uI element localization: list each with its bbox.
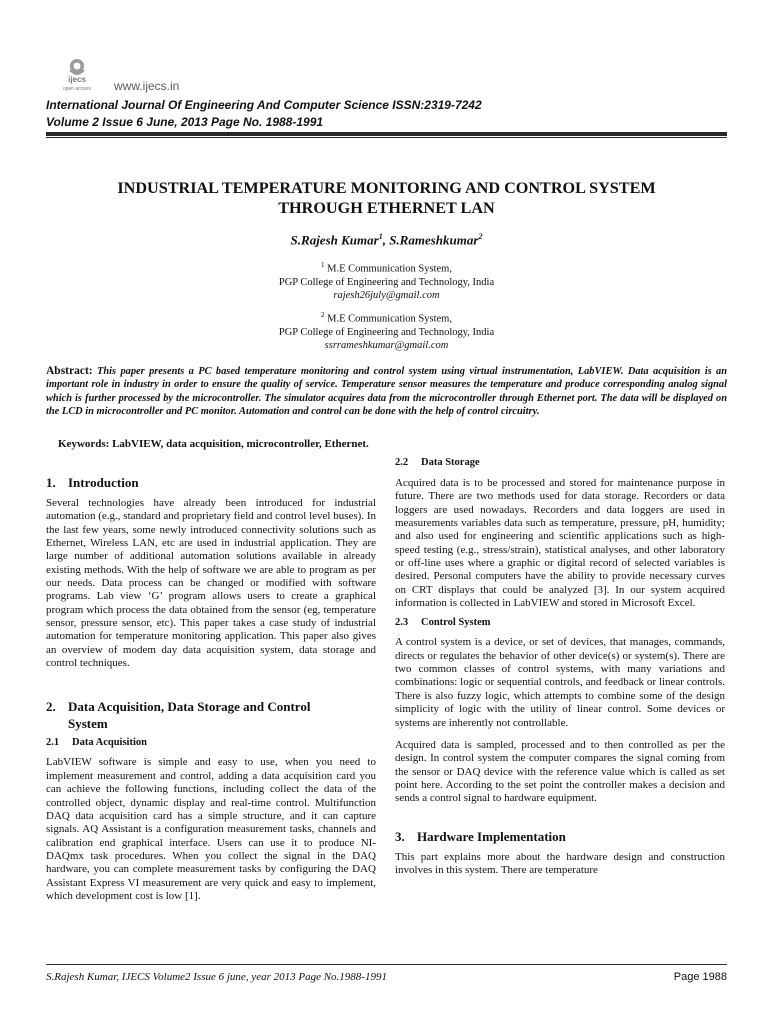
keywords: Keywords: LabVIEW, data acquisition, microcontroller, Ethernet. xyxy=(58,438,369,450)
paper-title xyxy=(46,178,727,218)
author-separator: , xyxy=(382,232,390,248)
left-column xyxy=(46,456,376,903)
page-number: Page 1988 xyxy=(673,971,727,983)
journal-url[interactable]: www.ijecs.in xyxy=(114,79,180,93)
abstract-label: Abstract: xyxy=(46,365,93,377)
affiliation-email[interactable]: ssrrameshkumar@gmail.com xyxy=(324,339,449,351)
right-column xyxy=(395,456,725,877)
affiliation-mark: 1 xyxy=(321,261,325,269)
section-title-line-2: System xyxy=(68,716,108,732)
affiliation-college: PGP College of Engineering and Technology, India xyxy=(278,276,495,288)
subsection-title: Control System xyxy=(421,617,491,629)
title-line-1: INDUSTRIAL TEMPERATURE MONITORING AND CONTROL SYSTEM xyxy=(117,179,656,197)
subsection-heading-data-storage xyxy=(395,456,725,470)
footer-citation: S.Rajesh Kumar, IJECS Volume2 Issue 6 june, year 2013 Page No.1988-1991 xyxy=(46,971,387,983)
abstract xyxy=(46,365,727,419)
journal-name: International Journal Of Engineering And Computer Science ISSN:2319-7242 xyxy=(46,98,482,112)
author-1-mark: 1 xyxy=(378,232,383,241)
affiliation-dept: M.E Communication System, xyxy=(327,313,452,325)
author-2-mark: 2 xyxy=(478,232,483,241)
affiliation-2 xyxy=(46,309,727,352)
abstract-text: This paper presents a PC based temperature monitoring and control system using virtual instrumentation, LabVIEW. Data acquisition is an important role in industry in order to ensure the quality of service. Temperature sensor measures the temperature and produce corresponding analog signal which is further processed by the microcontroller. The simulator acquires data from the microcontroller through Ethernet port. The data will be displayed on the LCD in microcontroller and PC monitor. Automation and control can be done with the help of control circuitry. xyxy=(46,366,727,418)
subsection-number: 2.1 xyxy=(46,737,60,749)
author-1: S.Rajesh Kumar xyxy=(290,232,379,248)
control-system-body-2: Acquired data is sampled, processed and to then controlled as per the design. In control system the computer compares the signal coming from the sensor or DAQ device with the reference value which is called as set point here. According to the set point the controller makes a decision and sends a control signal to hardware equipment. xyxy=(395,738,725,805)
section-heading-data-acquisition xyxy=(46,698,376,732)
affiliation-dept: M.E Communication System, xyxy=(327,263,452,275)
section-number: 3. xyxy=(395,828,405,844)
affiliation-college: PGP College of Engineering and Technology, India xyxy=(278,326,495,338)
author-2: S.Rameshkumar xyxy=(389,232,479,248)
affiliation-mark: 2 xyxy=(321,311,325,319)
section-heading-hardware xyxy=(395,828,725,845)
section-title: Introduction xyxy=(68,475,139,490)
affiliation-1 xyxy=(46,259,727,302)
logo-subtext: open access xyxy=(62,86,92,92)
header-rule-thin xyxy=(46,137,727,138)
section-title: Hardware Implementation xyxy=(417,828,566,844)
section-number: 1. xyxy=(46,475,56,490)
header-rule-thick xyxy=(46,132,727,136)
subsection-number: 2.2 xyxy=(395,457,409,468)
section-heading-introduction xyxy=(46,474,376,491)
footer-rule xyxy=(46,964,727,965)
hardware-body: This part explains more about the hardware design and construction involves in this system. There are temperature xyxy=(395,850,725,876)
subsection-heading-control-system xyxy=(395,616,725,630)
ijecs-logo-icon xyxy=(52,48,102,96)
subsection-title: Data Storage xyxy=(421,457,480,468)
subsection-number: 2.3 xyxy=(395,617,409,629)
data-storage-body: Acquired data is to be processed and stored for maintenance purpose in future. There are two methods used for data storage. Recorders or data loggers are used nowadays. Recorders and data loggers are used in measurements variables data such as temperature, pressure, pH, humidity; and also used for engineering and scientific applications such as high-speed testing (e.g., stress/strain), statistical analyses, and other laboratory or off-line uses where a graphic or digital record of selected variables is desired. Personal computers have the ability to provide necessary curves on CRT displays that could be analyzed [3]. In our system acquired information is collected in LabVIEW and stored in Microsoft Excel. xyxy=(395,477,725,610)
section-number: 2. xyxy=(46,699,56,715)
control-system-body-1: A control system is a device, or set of devices, that manages, commands, directs or regulates the behavior of other device(s) or system(s). There are two common classes of control systems, with many variations and combinations: logic or sequential controls, and feedback or linear controls. There is also fuzzy logic, which attempts to combine some of the design simplicity of logic with the utility of linear control. Some devices or systems are inherently not controllable. xyxy=(395,636,725,729)
title-line-2: THROUGH ETHERNET LAN xyxy=(278,199,495,217)
subsection-heading-data-acquisition xyxy=(46,736,376,750)
logo-text: ijecs xyxy=(68,75,86,84)
introduction-body: Several technologies have already been introduced for industrial automation (e.g., standard and proprietary field and control level buses). In the last few years, some newly introduced connectivity solutions such as Ethernet, Wireless LAN, etc are used in industrial application. They are large number of additional automation solutions available in already existing methods. With the help of software we are able to program as per our needs. Data process can be changed or modified with software programs. Lab view ‘G’ program allows users to create a graphical program which process the data obtained from the sensor (eg, temperature sensor, pressure sensor, etc). This paper takes a case study of industrial automation for temperature monitoring application. This paper also gives an overview of modem day data acquisition system, data storage and control techniques. xyxy=(46,497,376,670)
data-acquisition-body: LabVIEW software is simple and easy to use, when you need to implement measurement and control, adding a data acquisition card you can achieve the following functions, including collect the data of the controlled object, dynamic display and real-time control. Multifunction DAQ data acquisition card has a simple structure, and it can capture signals. AQ Assistant is a configuration measurement tasks, channels and calibration end graphical interface. Users can use it to produce NI-DAQmx task procedures. When you collect the signal in the DAQ hardware, you can complete measurement tasks by configuring the DAQ Assistant Express VI measurement are very quick and easy to implement, which development cost is low [1]. xyxy=(46,756,376,902)
section-title-line-1: Data Acquisition, Data Storage and Control xyxy=(68,699,311,715)
subsection-title: Data Acquisition xyxy=(72,737,147,749)
journal-volume: Volume 2 Issue 6 June, 2013 Page No. 1988-1991 xyxy=(46,115,324,129)
affiliation-email[interactable]: rajesh26july@gmail.com xyxy=(333,289,440,301)
author-line xyxy=(46,232,727,248)
